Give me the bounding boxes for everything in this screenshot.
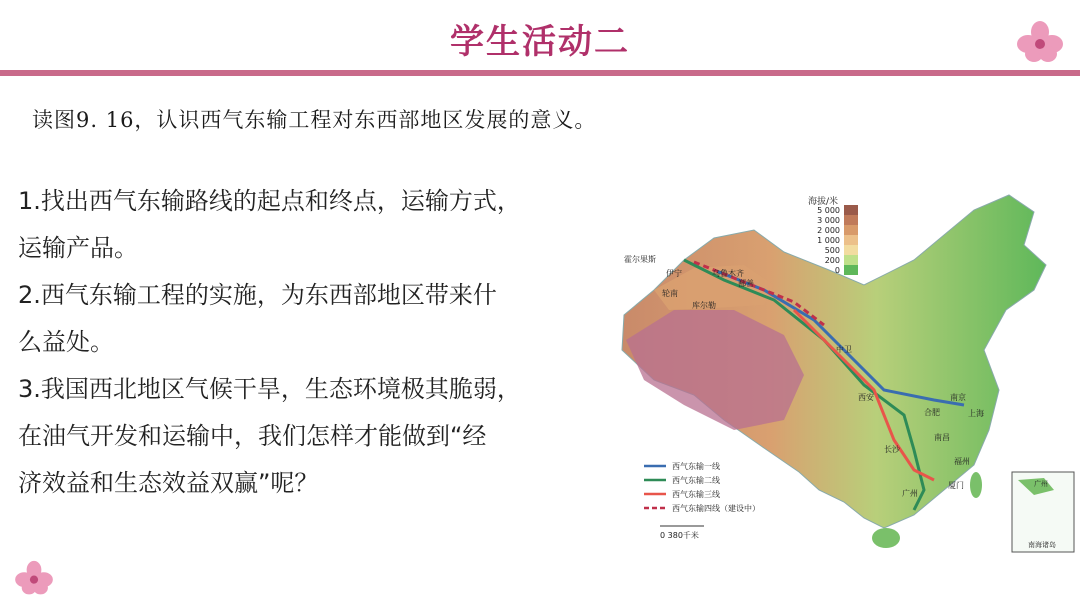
elevation-tick-label: 5 000: [817, 206, 840, 215]
city-label: 合肥: [924, 408, 940, 417]
title-divider: [0, 70, 1080, 76]
city-label: 福州: [954, 457, 970, 466]
question-line: 1.找出西气东输路线的起点和终点，运输方式，: [18, 187, 521, 215]
city-label: 中卫: [836, 345, 852, 354]
city-label: 库尔勒: [692, 301, 716, 310]
elevation-legend-title: 海拔/米: [808, 197, 839, 207]
taiwan-island: [970, 472, 982, 498]
question-line: 济效益和生态效益双赢”呢？: [18, 469, 319, 497]
inset-city-label: 广州: [1034, 480, 1048, 488]
city-label: 伊宁: [666, 269, 682, 278]
china-map-image: [614, 190, 1080, 568]
city-label: 上海: [968, 409, 984, 418]
question-list: [18, 178, 614, 507]
route-legend: [644, 461, 760, 513]
legend-label: 西气东输一线: [672, 462, 720, 471]
elevation-swatch: [844, 235, 858, 245]
elevation-tick-label: 200: [824, 256, 840, 265]
city-label: 西安: [858, 393, 874, 402]
legend-label: 西气东输三线: [672, 490, 720, 499]
elevation-swatch: [844, 215, 858, 225]
slide-title: 学生活动二: [450, 22, 630, 62]
elevation-legend: [808, 195, 858, 275]
legend-label: 西气东输四线（建设中）: [672, 504, 760, 513]
city-label: 南昌: [934, 433, 950, 442]
elevation-swatch: [844, 255, 858, 265]
city-label: 长沙: [884, 445, 900, 454]
question-line: 运输产品。: [18, 234, 138, 262]
elevation-swatch: [844, 245, 858, 255]
legend-label: 西气东输二线: [672, 476, 720, 485]
city-label: 南京: [950, 393, 966, 402]
elevation-tick-label: 3 000: [817, 216, 840, 225]
city-label: 厦门: [948, 481, 964, 490]
pipeline-map: [614, 190, 1080, 568]
elevation-swatch: [844, 225, 858, 235]
flower-icon: [1016, 20, 1064, 64]
elevation-swatch: [844, 205, 858, 215]
city-label: 鄯善: [738, 279, 754, 288]
hainan-island: [872, 528, 900, 548]
city-label: 轮南: [662, 289, 678, 298]
scale-bar: [660, 526, 704, 540]
elevation-tick-label: 500: [824, 246, 840, 255]
city-label: 广州: [902, 489, 918, 498]
south-china-sea-inset: [1012, 472, 1074, 552]
flower-icon: [14, 560, 54, 596]
question-line: 么益处。: [18, 328, 114, 356]
elevation-tick-label: 0: [834, 266, 840, 275]
intro-text: 读图9. 16，认识西气东输工程对东西部地区发展的意义。: [32, 108, 597, 132]
question-line: 在油气开发和运输中，我们怎样才能做到“经: [18, 422, 487, 450]
inset-label: 南海诸岛: [1028, 541, 1056, 549]
elevation-swatch: [844, 265, 858, 275]
city-label: 霍尔果斯: [624, 255, 656, 264]
elevation-tick-label: 1 000: [817, 236, 840, 245]
question-line: 3.我国西北地区气候干旱，生态环境极其脆弱，: [18, 375, 521, 403]
question-line: 2.西气东输工程的实施，为东西部地区带来什: [18, 281, 497, 309]
city-label: 乌鲁木齐: [712, 269, 744, 278]
scale-label: 0 380千米: [660, 531, 699, 540]
elevation-tick-label: 2 000: [817, 226, 840, 235]
